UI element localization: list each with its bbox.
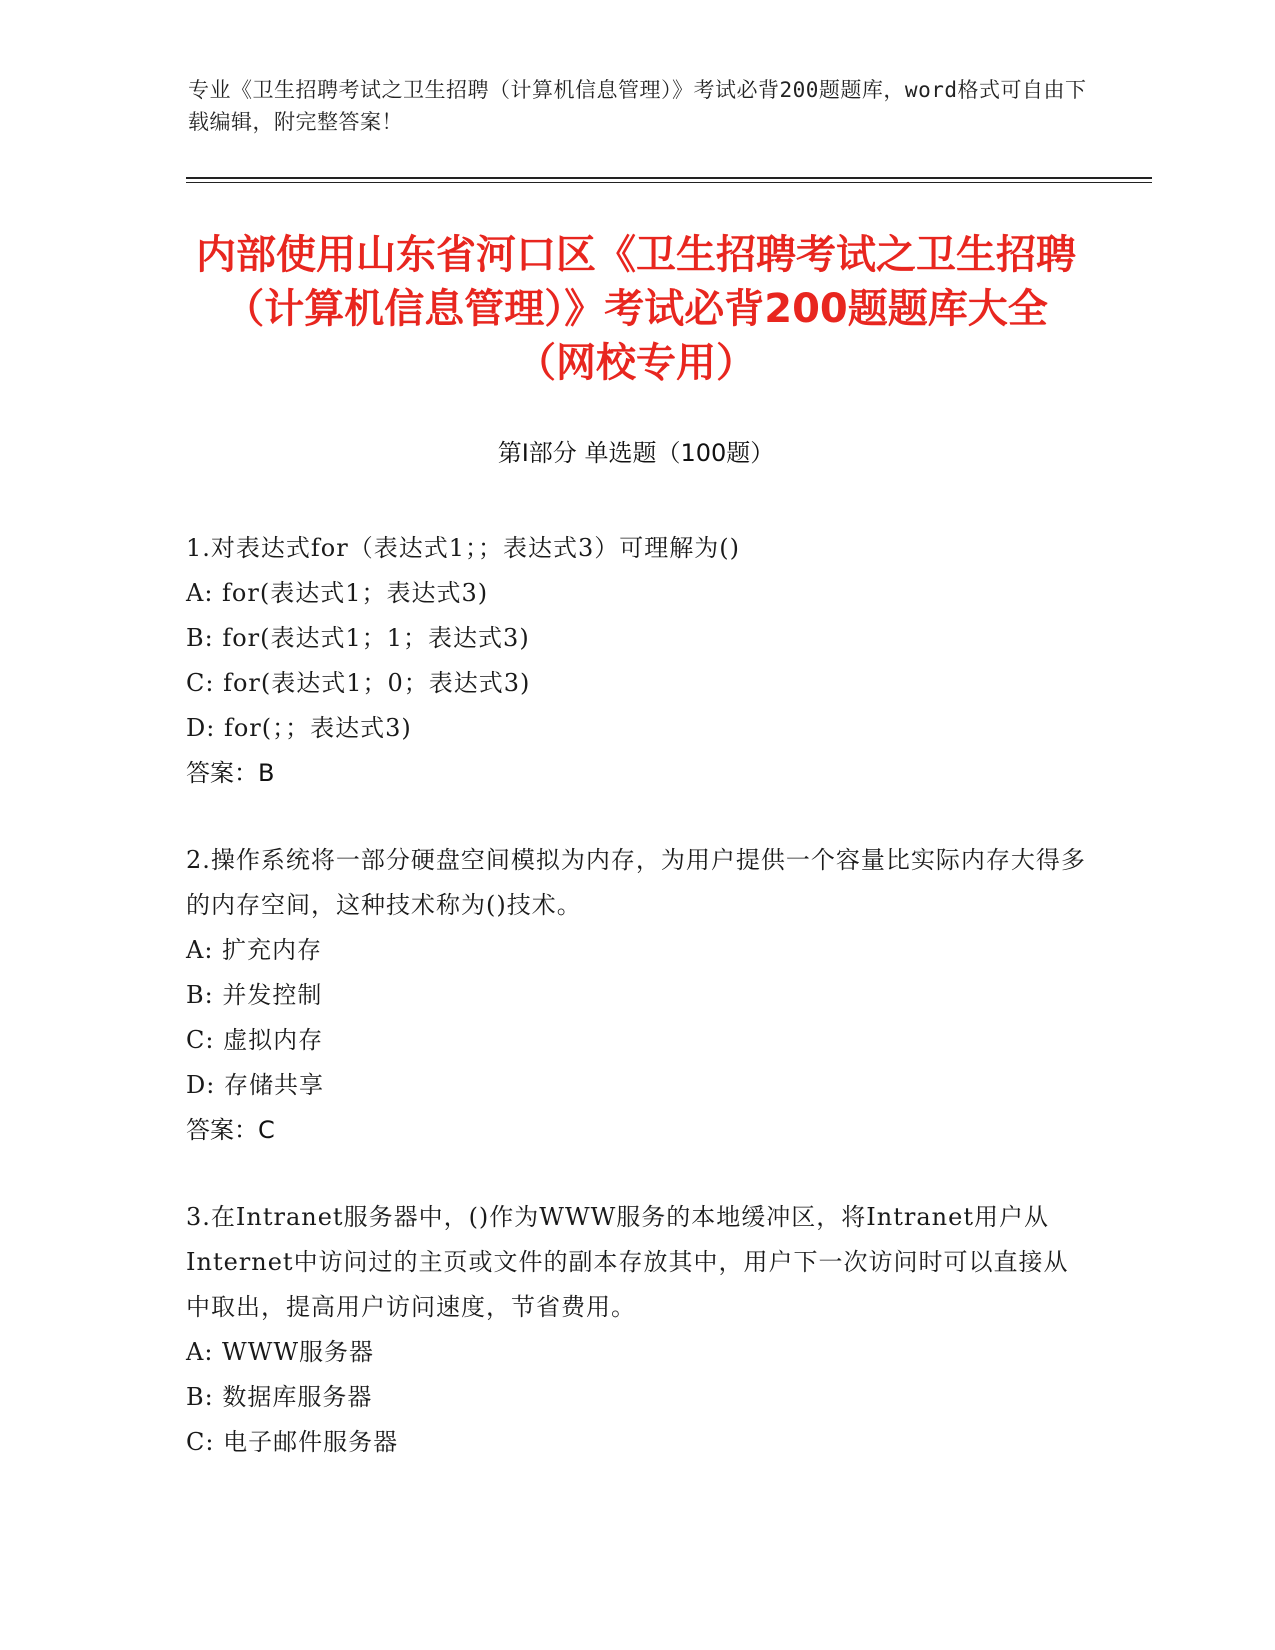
question-option-c: C: 电子邮件服务器 [186,1428,399,1456]
question-option-d: D: 存储共享 [186,1071,324,1099]
question-stem: 3.在Intranet服务器中，()作为WWW服务的本地缓冲区，将Intranet用户从Internet中访问过的主页或文件的副本存放其中，用户下一次访问时可以直接从中取出，提高用户访问速度，节省费用。 [186,1203,1069,1321]
question-answer: 答案：C [186,1116,275,1144]
question-option-a: A: for(表达式1；表达式3) [186,579,489,607]
header-note: 专业《卫生招聘考试之卫生招聘（计算机信息管理）》考试必背200题题库，word格式可自由下载编辑，附完整答案！ [188,78,1087,134]
header-rule-thick [186,177,1152,179]
question-1 [186,526,1086,796]
question-option-b: B: for(表达式1；1；表达式3) [186,624,530,652]
question-option-c: C: 虚拟内存 [186,1026,324,1054]
question-answer: 答案：B [186,759,275,787]
question-stem: 2.操作系统将一部分硬盘空间模拟为内存，为用户提供一个容量比实际内存大得多的内存空间，这种技术称为()技术。 [186,846,1086,919]
question-2 [186,838,1086,1153]
question-list [186,526,1086,1507]
document-title: 内部使用山东省河口区《卫生招聘考试之卫生招聘（计算机信息管理）》考试必背200题题库大全（网校专用） [196,232,1076,386]
question-option-b: B: 数据库服务器 [186,1383,373,1411]
section-title: 第Ⅰ部分 单选题（100题） [497,439,775,467]
question-stem: 1.对表达式for（表达式1；；表达式3）可理解为() [186,534,740,562]
question-option-b: B: 并发控制 [186,981,323,1009]
question-option-a: A: WWW服务器 [186,1338,375,1366]
question-option-a: A: 扩充内存 [186,936,323,964]
question-3 [186,1195,1086,1465]
question-option-c: C: for(表达式1；0；表达式3) [186,669,531,697]
header-rule-thin [186,182,1152,183]
question-option-d: D: for(；；表达式3) [186,714,412,742]
